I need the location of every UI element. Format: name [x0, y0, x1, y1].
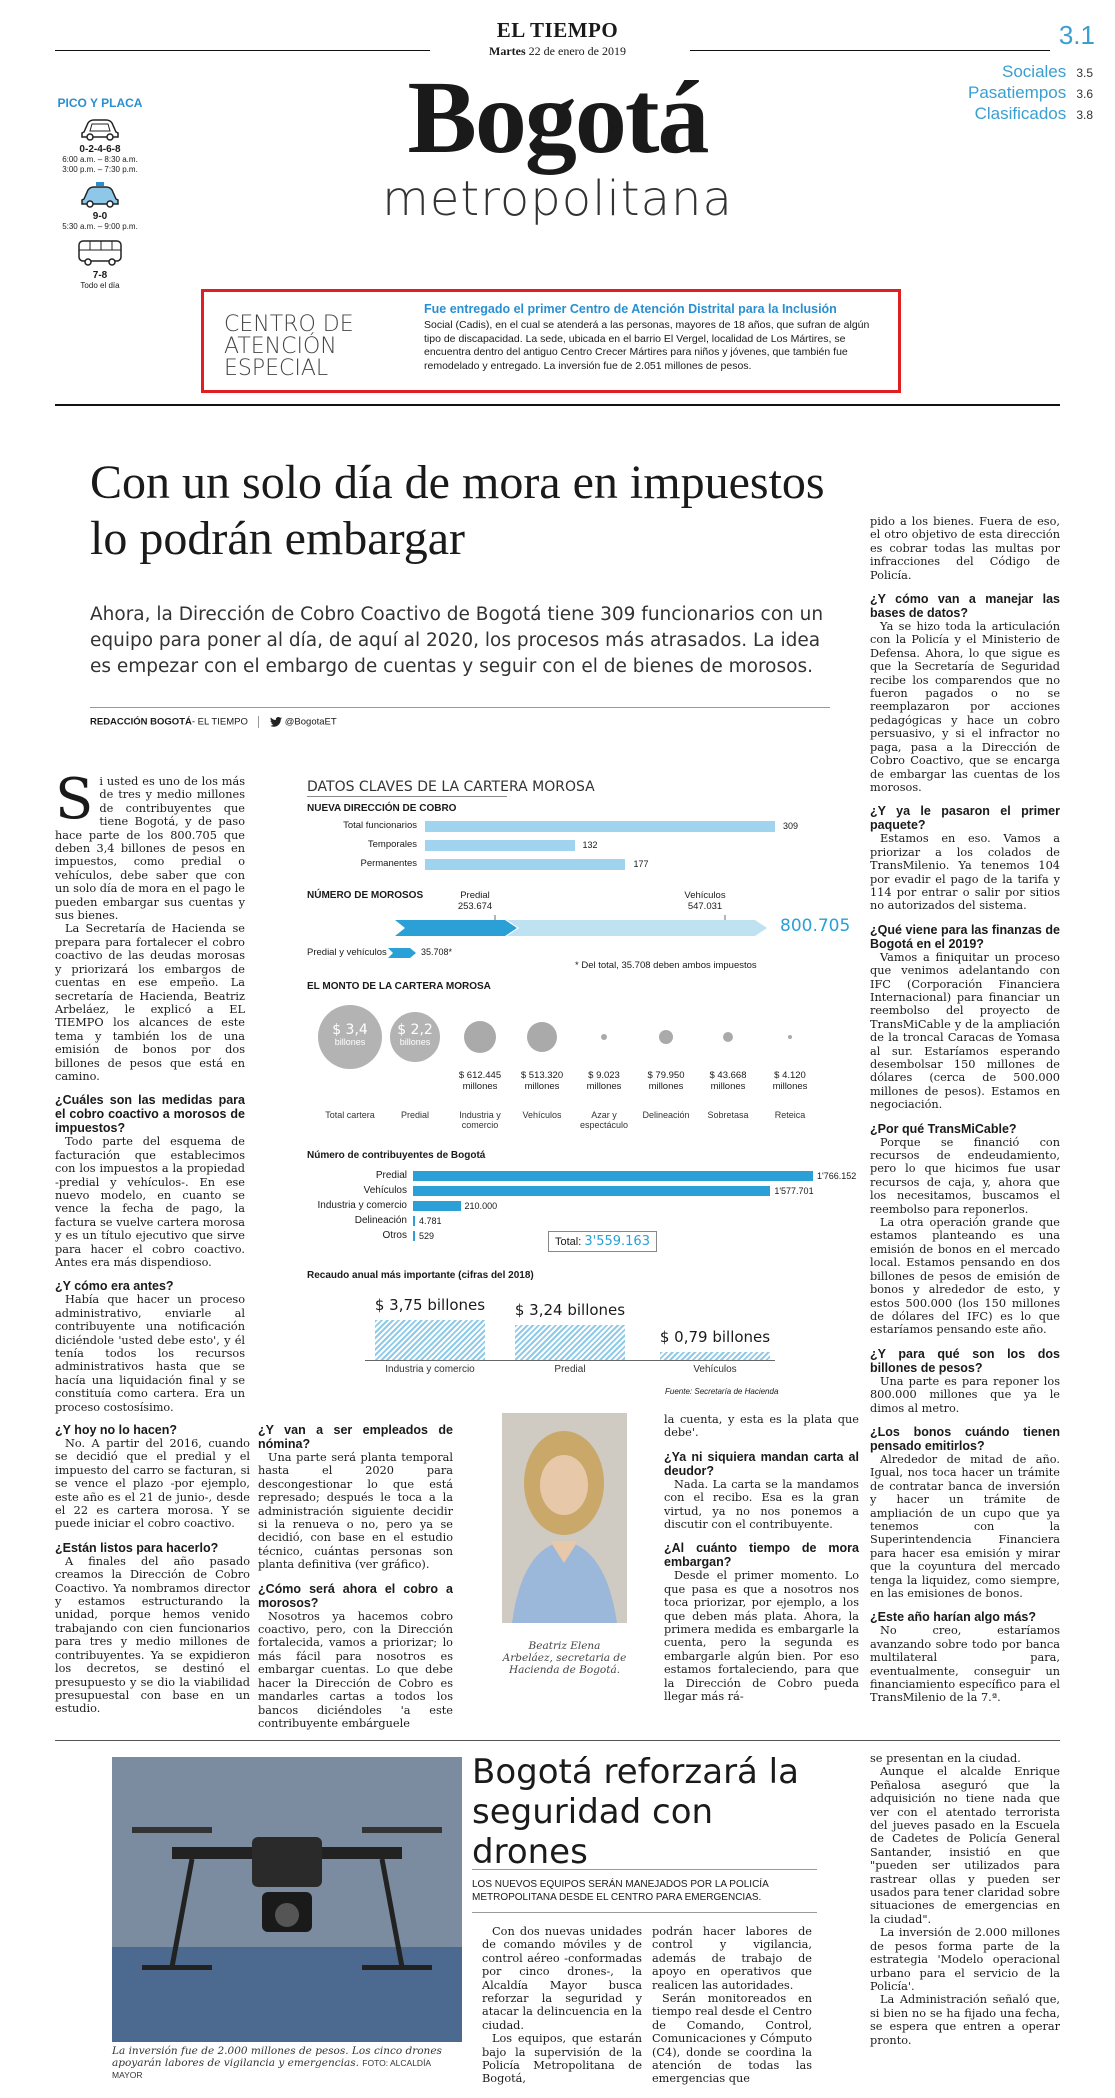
bar-label: Temporales	[367, 839, 417, 850]
bar-label: Permanentes	[360, 858, 417, 869]
paragraph: La inversión de 2.000 millones de pesos forma parte de la estrategia 'Modelo operacional urbano para el servicio de la Policía'.	[870, 1926, 1060, 1993]
interview-question: ¿Cómo será ahora el cobro a morosos?	[258, 1581, 453, 1610]
portfolio-circle	[464, 1021, 496, 1053]
promo-body: Social (Cadis), en el cual se atenderá a las personas, mayores de 18 años, que sufran de algún tipo de discapacidad. La sede, ubicada en el barrio El Vergel, localidad de Los Mártires, se encuentra dentro del antiguo Centro Crecer Mártires para niños y jóvenes, que también fue remodelado y entregado. La inversión fue de 2.051 millones de pesos.	[424, 319, 870, 372]
revenue-label: Industria y comercio	[385, 1364, 475, 1375]
paragraph: A finales del año pasado creamos la Dirección de Cobro Coactivo. Ya nombramos director y estamos estructurando la unidad, porque hemos venido trabajando con cien funcionarios para tres y medio millones de contribuyentes. Ya se expidieron los decretos, se destinó el presupuesto y se dio la viabilidad presupuestal con base en un estudio.	[55, 1554, 250, 1716]
paragraph: Nada. La carta se la mandamos con el recibo. Esa es la gran virtud, ya no nos ponemos a discutir con el contribuyente.	[664, 1477, 859, 1532]
drones-column-3	[870, 1752, 1060, 2047]
bar-label: Delineación	[354, 1215, 407, 1226]
circle-value: $ 9.023	[588, 1070, 620, 1081]
circle-label: Azar y espectáculo	[579, 1110, 629, 1130]
interview-question: ¿Y para qué son los dos billones de pesos?	[870, 1346, 1060, 1375]
portrait-illustration	[502, 1413, 627, 1623]
drone-photo	[112, 1757, 462, 2042]
byline-author: REDACCIÓN BOGOTÁ	[90, 716, 192, 728]
paragraph: Con dos nuevas unidades de comando móviles y de control aéreo -conformadas por cinco drones-, la Alcaldía Mayor busca reforzar la seguridad y atacar la delincuencia en la ciudad.	[482, 1925, 642, 2032]
circle-label: Delineación	[642, 1110, 690, 1120]
s5-baseline	[365, 1360, 775, 1361]
s4-title: Número de contribuyentes de Bogotá	[307, 1150, 486, 1161]
date-day: Martes	[489, 44, 526, 58]
page-number: 3.1	[1058, 20, 1095, 50]
taxi-icon	[78, 181, 122, 209]
bar-label: Predial	[375, 1170, 407, 1181]
portfolio-circle	[788, 1035, 792, 1039]
paragraph: Vamos a finiquitar un proceso que venimos adelantando con IFC (Corporación Financiera Internacional) para financiar un reembolso del proyecto de TransMiCable y de la ampliación de la troncal Caracas de Yomasa al sur. Estaríamos esperando desembolsar 150 millones de dólares (cerca de 500.000 millones de pesos). Estamos en negociación.	[870, 950, 1060, 1112]
circle-value: $ 3,4	[332, 1022, 368, 1038]
circle-unit: millones	[524, 1081, 560, 1092]
circle-label: Industria y comercio	[459, 1110, 501, 1130]
drones-column-2	[652, 1925, 812, 2086]
circle-label: Total cartera	[325, 1110, 375, 1120]
interview-question: ¿Y cómo era antes?	[55, 1279, 174, 1294]
date-rest: 22 de enero de 2019	[528, 44, 626, 58]
portfolio-circle	[723, 1032, 733, 1042]
bar	[425, 821, 775, 832]
interview-question: ¿Y ya le pasaron el primer paquete?	[870, 804, 1060, 833]
revenue-label: Predial	[554, 1364, 586, 1375]
drones-rule	[55, 1740, 1060, 1741]
article-headline: Con un solo día de mora en impuestos lo podrán embargar	[90, 456, 825, 565]
interview-question: ¿Al cuánto tiempo de mora embargan?	[664, 1541, 859, 1570]
paragraph: Alrededor de mitad de año. Igual, nos toca hacer un trámite de contratar banca de inversión y hacer un trámite de ampliación de un cupo que ya tenemos con la Superintendencia Financiera para hacer esa emisión y mirar que la coyuntura del mercado tenga la liquidez, como siempre, en las emisiones de bonos.	[870, 1452, 1060, 1600]
circle-value: $ 79.950	[647, 1070, 685, 1081]
pico-y-placa-title: PICO Y PLACA	[57, 96, 143, 110]
masthead: EL TIEMPO	[496, 18, 619, 42]
car-icon	[78, 116, 122, 142]
s2-both-arrow	[388, 946, 418, 960]
pyp-hours: 3:00 p.m. – 7:30 p.m.	[62, 165, 138, 174]
circle-value: $ 43.668	[709, 1070, 747, 1081]
portfolio-circle	[601, 1034, 607, 1040]
bar-value: 529	[419, 1231, 435, 1241]
infographic-source: Fuente: Secretaría de Hacienda	[665, 1387, 779, 1396]
circle-value: $ 2,2	[397, 1022, 433, 1038]
paragraph: pido a los bienes. Fuera de eso, el otro objetivo de esta dirección es cobrar todas las multas por infracciones del Código de Policía.	[870, 515, 1060, 582]
section-link[interactable]: Pasatiempos 3.6	[967, 83, 1093, 102]
bar-value: 309	[783, 821, 799, 831]
drones-headline: Bogotá reforzará la seguridad con drones	[472, 1752, 799, 1872]
paragraph: Aunque el alcalde Enrique Peñalosa aseguró que la adquisición no tiene nada que ver con el atentado terrorista del jueves pasado en la Escuela de Cadetes de Policía General Santander, insistió en que "pueden ser utilizados para rastrear ollas y pueden ser usados para tener claridad sobre situaciones de emergencias en la ciudad".	[870, 1765, 1060, 1926]
s1-title: NUEVA DIRECCIÓN DE COBRO	[307, 803, 457, 814]
bar	[413, 1171, 813, 1181]
paragraph: i usted es uno de los más de tres y medio millones de contribuyentes que tiene Bogotá, y de paso hace parte de los 800.705 que deben 3,4 billones de pesos en impuestos, como predial o vehículos, debe saber que con un solo día de mora en el pago le pueden embargar sus cuentas y sus bienes.	[55, 775, 245, 923]
pyp-hours: Todo el día	[80, 281, 120, 290]
infographic-title: DATOS CLAVES DE LA CARTERA MOROSA	[307, 779, 595, 795]
paragraph: la cuenta, y esta es la plata que debe'.	[664, 1413, 859, 1440]
s2-total: 800.705	[780, 916, 851, 936]
revenue-box	[660, 1352, 770, 1360]
bus-icon	[76, 238, 124, 268]
paragraph: Había que hacer un proceso administrativo, enviarle al contribuyente una notificación diciéndole 'usted debe esto', y él tenía todos los recursos administrativos hasta que se hacía una liquidación final y se constituía como cartera. Era un proceso costosísimo.	[55, 1293, 245, 1414]
circle-value: $ 612.445	[458, 1070, 502, 1081]
paragraph: Porque se financió con recursos de endeudamiento, pero lo que hicimos fue usar recursos de caja, y, ahora que los necesitamos, buscamos el reembolso para reponerlos.	[870, 1135, 1060, 1216]
bar	[413, 1231, 415, 1241]
promo-headline: Fue entregado el primer Centro de Atención Distrital para la Inclusión	[424, 302, 837, 316]
drone-illustration	[112, 1757, 462, 2042]
portrait-photo	[502, 1413, 627, 1623]
bar	[425, 840, 575, 851]
article-column-mid3	[664, 1413, 859, 1704]
paragraph: La otra operación grande que estamos planteando es una emisión de bonos en el mercado local. Estamos pensando en dos billones de pesos de emisión de bonos y alrededor de esto, y estos 500.000 (los 150 millones de dólares del IFC) es lo que estaríamos pensando este año.	[870, 1216, 1060, 1337]
bar	[425, 859, 625, 870]
circle-value: $ 513.320	[520, 1070, 564, 1081]
paragraph: Estamos en eso. Vamos a priorizar a los colados de TransMilenio. Ya tenemos 104 por evadir el pago de la tarifa y 114 por entrar o salir por sitios no autorizados del sistema.	[870, 832, 1060, 913]
pyp-digits: 9-0	[92, 211, 108, 222]
revenue-value: $ 3,75 billones	[374, 1296, 486, 1314]
paragraph: Los equipos, que estarán bajo la supervisión de la Policía Metropolitana de Bogotá,	[482, 2032, 642, 2086]
circle-unit: billones	[399, 1037, 431, 1047]
article-column-mid2	[258, 1413, 453, 1730]
section-subtitle: metropolitana	[382, 171, 733, 227]
section-title: Bogotá	[407, 60, 708, 175]
bar	[413, 1186, 770, 1196]
byline-source: - EL TIEMPO	[191, 716, 248, 728]
interview-question: ¿Ya ni siquiera mandan carta al deudor?	[664, 1449, 859, 1478]
bar-value: 1'577.701	[774, 1186, 814, 1196]
bar	[413, 1201, 461, 1211]
interview-question: ¿Y van a ser empleados de nómina?	[258, 1423, 453, 1451]
interview-question: ¿Y hoy no lo hacen?	[55, 1423, 178, 1437]
paragraph: La Administración señaló que, si bien no se ha fijado una fecha, se espera que entren a operar pronto.	[870, 1993, 1060, 2047]
article-column-right	[870, 515, 1060, 1705]
s2-arrow	[395, 915, 775, 937]
paragraph: Una parte será planta temporal hasta el 2020 para descongestionar lo que está represado; después le toca a la administración siguiente decidir si la renueva o no, pero ya se decidió, con base en el estudio técnico, cuántas personas son planta definitiva (ver gráfico).	[258, 1451, 453, 1572]
pico-y-placa	[40, 96, 160, 291]
bar-label: Total funcionarios	[343, 820, 417, 831]
portfolio-circle	[390, 1012, 440, 1062]
circle-label: Predial	[400, 1110, 429, 1120]
dateline	[0, 44, 1115, 59]
column-body	[55, 767, 245, 1414]
s5-title: Recaudo anual más importante (cifras del 2018)	[307, 1270, 534, 1281]
s2-both-value: 35.708*	[421, 947, 453, 957]
twitter-icon	[270, 717, 282, 727]
drop-cap: S	[55, 767, 94, 832]
article-column-left	[55, 767, 245, 1414]
infographic	[305, 775, 857, 1396]
circle-label: Vehículos	[522, 1110, 562, 1120]
article-deck: Ahora, la Dirección de Cobro Coactivo de Bogotá tiene 309 funcionarios con un equipo para poner al día, de aquí al 2020, los procesos más atrasados. La idea es empezar con el embargo de cuentas y seguir con el de bienes de morosos.	[90, 604, 824, 677]
revenue-value: $ 0,79 billones	[659, 1327, 771, 1346]
s2-vehiculos: Vehículos 547.031	[684, 890, 726, 912]
paragraph: Serán monitoreados en tiempo real desde el Centro de Comando, Control, Comunicaciones y Cómputo (C4), donde se coordina la atención de todas las emergencias que	[652, 1992, 812, 2086]
circle-unit: millones	[648, 1081, 684, 1092]
bar-label: Vehículos	[363, 1185, 407, 1196]
portfolio-circle	[659, 1030, 673, 1044]
interview-question: ¿Y cómo van a manejar las bases de datos?	[870, 592, 1060, 621]
portrait-caption: Beatriz Elena Arbeláez, secretaria de Hacienda de Bogotá.	[502, 1640, 627, 1676]
twitter-handle[interactable]: @BogotaET	[284, 716, 337, 728]
paragraph: Una parte es para reponer los 800.000 millones que ya le dimos al metro.	[870, 1374, 1060, 1415]
section-link[interactable]: Clasificados 3.8	[974, 104, 1093, 123]
pyp-hours: 6:00 a.m. – 8:30 a.m.	[62, 155, 138, 164]
interview-question: ¿Los bonos cuándo tienen pensado emitirlos?	[870, 1424, 1060, 1453]
drone-caption: La inversión fue de 2.000 millones de pesos. Los cinco drones apoyarán labores de vigilancia y emergencias. FOTO: ALCALDÍA MAYOR	[112, 2045, 442, 2080]
revenue-label: Vehículos	[693, 1364, 737, 1375]
paragraph: se presentan en la ciudad.	[870, 1752, 1021, 1765]
s2-predial: Predial 253.674	[457, 890, 493, 912]
header-rule-left	[55, 50, 430, 51]
circle-unit: millones	[772, 1081, 808, 1092]
bar-value: 1'766.152	[817, 1171, 857, 1181]
circle-value: $ 4.120	[774, 1070, 806, 1081]
s3-title: EL MONTO DE LA CARTERA MOROSA	[307, 981, 491, 992]
interview-question: ¿Este año harían algo más?	[870, 1610, 1037, 1625]
drones-deck: LOS NUEVOS EQUIPOS SERÁN MANEJADOS POR LA POLICÍA METROPOLITANA DESDE EL CENTRO PARA EMERGENCIAS.	[472, 1869, 817, 1913]
s2-both-label: Predial y vehículos	[307, 947, 387, 958]
bar-label: Otros	[382, 1230, 407, 1241]
paragraph: Nosotros ya hacemos cobro coactivo, pero, con la Dirección fortalecida, vamos a priorizar; lo más fácil para nosotros es embargar cuentas. Lo que debe hacer la Dirección de Cobro es mandarles cartas a todos los bancos diciéndoles 'a este contribuyente embárguele	[258, 1609, 453, 1730]
revenue-value: $ 3,24 billones	[514, 1301, 626, 1320]
circle-unit: millones	[462, 1081, 498, 1092]
portfolio-circle	[318, 1005, 382, 1069]
bar-value: 132	[582, 840, 598, 850]
paragraph: No creo, estaríamos avanzando sobre todo por banca multilateral para, eventualmente, conseguir un financiamiento específico para el TransMilenio de la 7.ª.	[870, 1624, 1060, 1705]
circle-unit: billones	[334, 1037, 366, 1047]
section-link[interactable]: Sociales 3.5	[1002, 62, 1093, 81]
circle-label: Sobretasa	[707, 1110, 749, 1120]
infographic-title-rule	[307, 796, 507, 797]
article-column-mid1	[55, 1413, 250, 1716]
circle-unit: millones	[710, 1081, 746, 1092]
bar-value: 4.781	[419, 1216, 442, 1226]
paragraph: Todo parte del esquema de facturación que establecimos con los impuestos a la propiedad -predial y vehículos-. En ese nuevo modelo, en cuanto se vence la fecha de pago, la factura se vuelve cartera morosa y es un título ejecutivo que sirve para hacer el cobro coactivo. Antes era más dispendioso.	[55, 1135, 245, 1269]
interview-question: ¿Qué viene para las finanzas de Bogotá en el 2019?	[870, 922, 1060, 951]
paragraph: La Secretaría de Hacienda se prepara para fortalecer el cobro coactivo de las deudas morosas y priorizará los embargos de cuentas en ese empeño. La secretaría de Hacienda, Beatriz Arbeláez, le explicó a EL TIEMPO los alcances de este tema y también los de una emisión de bonos por dos billones de pesos que está en camino.	[55, 922, 245, 1083]
promo-box[interactable]	[201, 289, 901, 393]
paragraph: Desde el primer momento. Lo que pasa es que a nosotros nos toca priorizar, por ejemplo, a los que deben más plata. Ahora, la primera medida es embargarle la cuenta, pero la segunda es embargarle algún bien. Por eso estamos fortaleciendo, para que la Dirección de Cobro pueda llegar más rá-	[664, 1569, 859, 1704]
photo-credit: FOTO: ALCALDÍA MAYOR	[112, 2058, 431, 2080]
interview-question: ¿Están listos para hacerlo?	[55, 1540, 219, 1555]
interview-question: ¿Por qué TransMiCable?	[870, 1121, 1017, 1136]
drones-column-1	[482, 1925, 642, 2086]
s2-note: * Del total, 35.708 deben ambos impuestos	[575, 960, 757, 971]
pyp-hours: 5:30 a.m. – 9:00 p.m.	[62, 222, 138, 231]
s2-title: NÚMERO DE MOROSOS	[307, 890, 424, 901]
header-rule-right	[690, 50, 1050, 51]
portfolio-circle	[527, 1022, 557, 1052]
revenue-box	[515, 1325, 625, 1360]
section-rule	[55, 404, 1060, 406]
promo-label: CENTRO DE ATENCIÓN ESPECIAL	[224, 312, 354, 381]
byline	[90, 707, 830, 728]
paragraph: podrán hacer labores de control y vigilancia, además de trabajo de apoyo en operativos que realicen las autoridades.	[652, 1925, 812, 1992]
interview-question: ¿Cuáles son las medidas para el cobro coactivo a morosos de impuestos?	[55, 1093, 245, 1136]
circle-unit: millones	[586, 1081, 622, 1092]
pyp-digits: 0-2-4-6-8	[79, 144, 121, 155]
bar-value: 210.000	[464, 1201, 498, 1211]
paragraph: Ya se hizo toda la articulación con la Policía y el Ministerio de Defensa. Ahora, lo que sigue es que la Secretaría de Seguridad recibe los comparendos que no fueron pagados o no se reemplazaron por acciones pedagógicas y hace un cobro persuasivo, y si el infractor no paga, pasa a la Dirección de Cobro Coactivo, que se encarga de embargar las cuentas de los morosos.	[870, 620, 1060, 794]
circle-label: Reteica	[774, 1110, 806, 1120]
bar-value: 177	[633, 859, 649, 869]
paragraph: No. A partir del 2016, cuando se decidió que el predial y el impuesto del carro se facturan, si se vence el plazo -por ejemplo, este año es el 21 de junio-, desde el 22 es cartera morosa. Y se puede iniciar el cobro coactivo.	[55, 1437, 250, 1531]
bar-label: Industria y comercio	[317, 1200, 407, 1211]
bar	[413, 1216, 415, 1226]
pyp-digits: 7-8	[92, 270, 108, 281]
revenue-box	[375, 1320, 485, 1360]
s4-total-box: Total: 3'559.163	[548, 1231, 657, 1252]
